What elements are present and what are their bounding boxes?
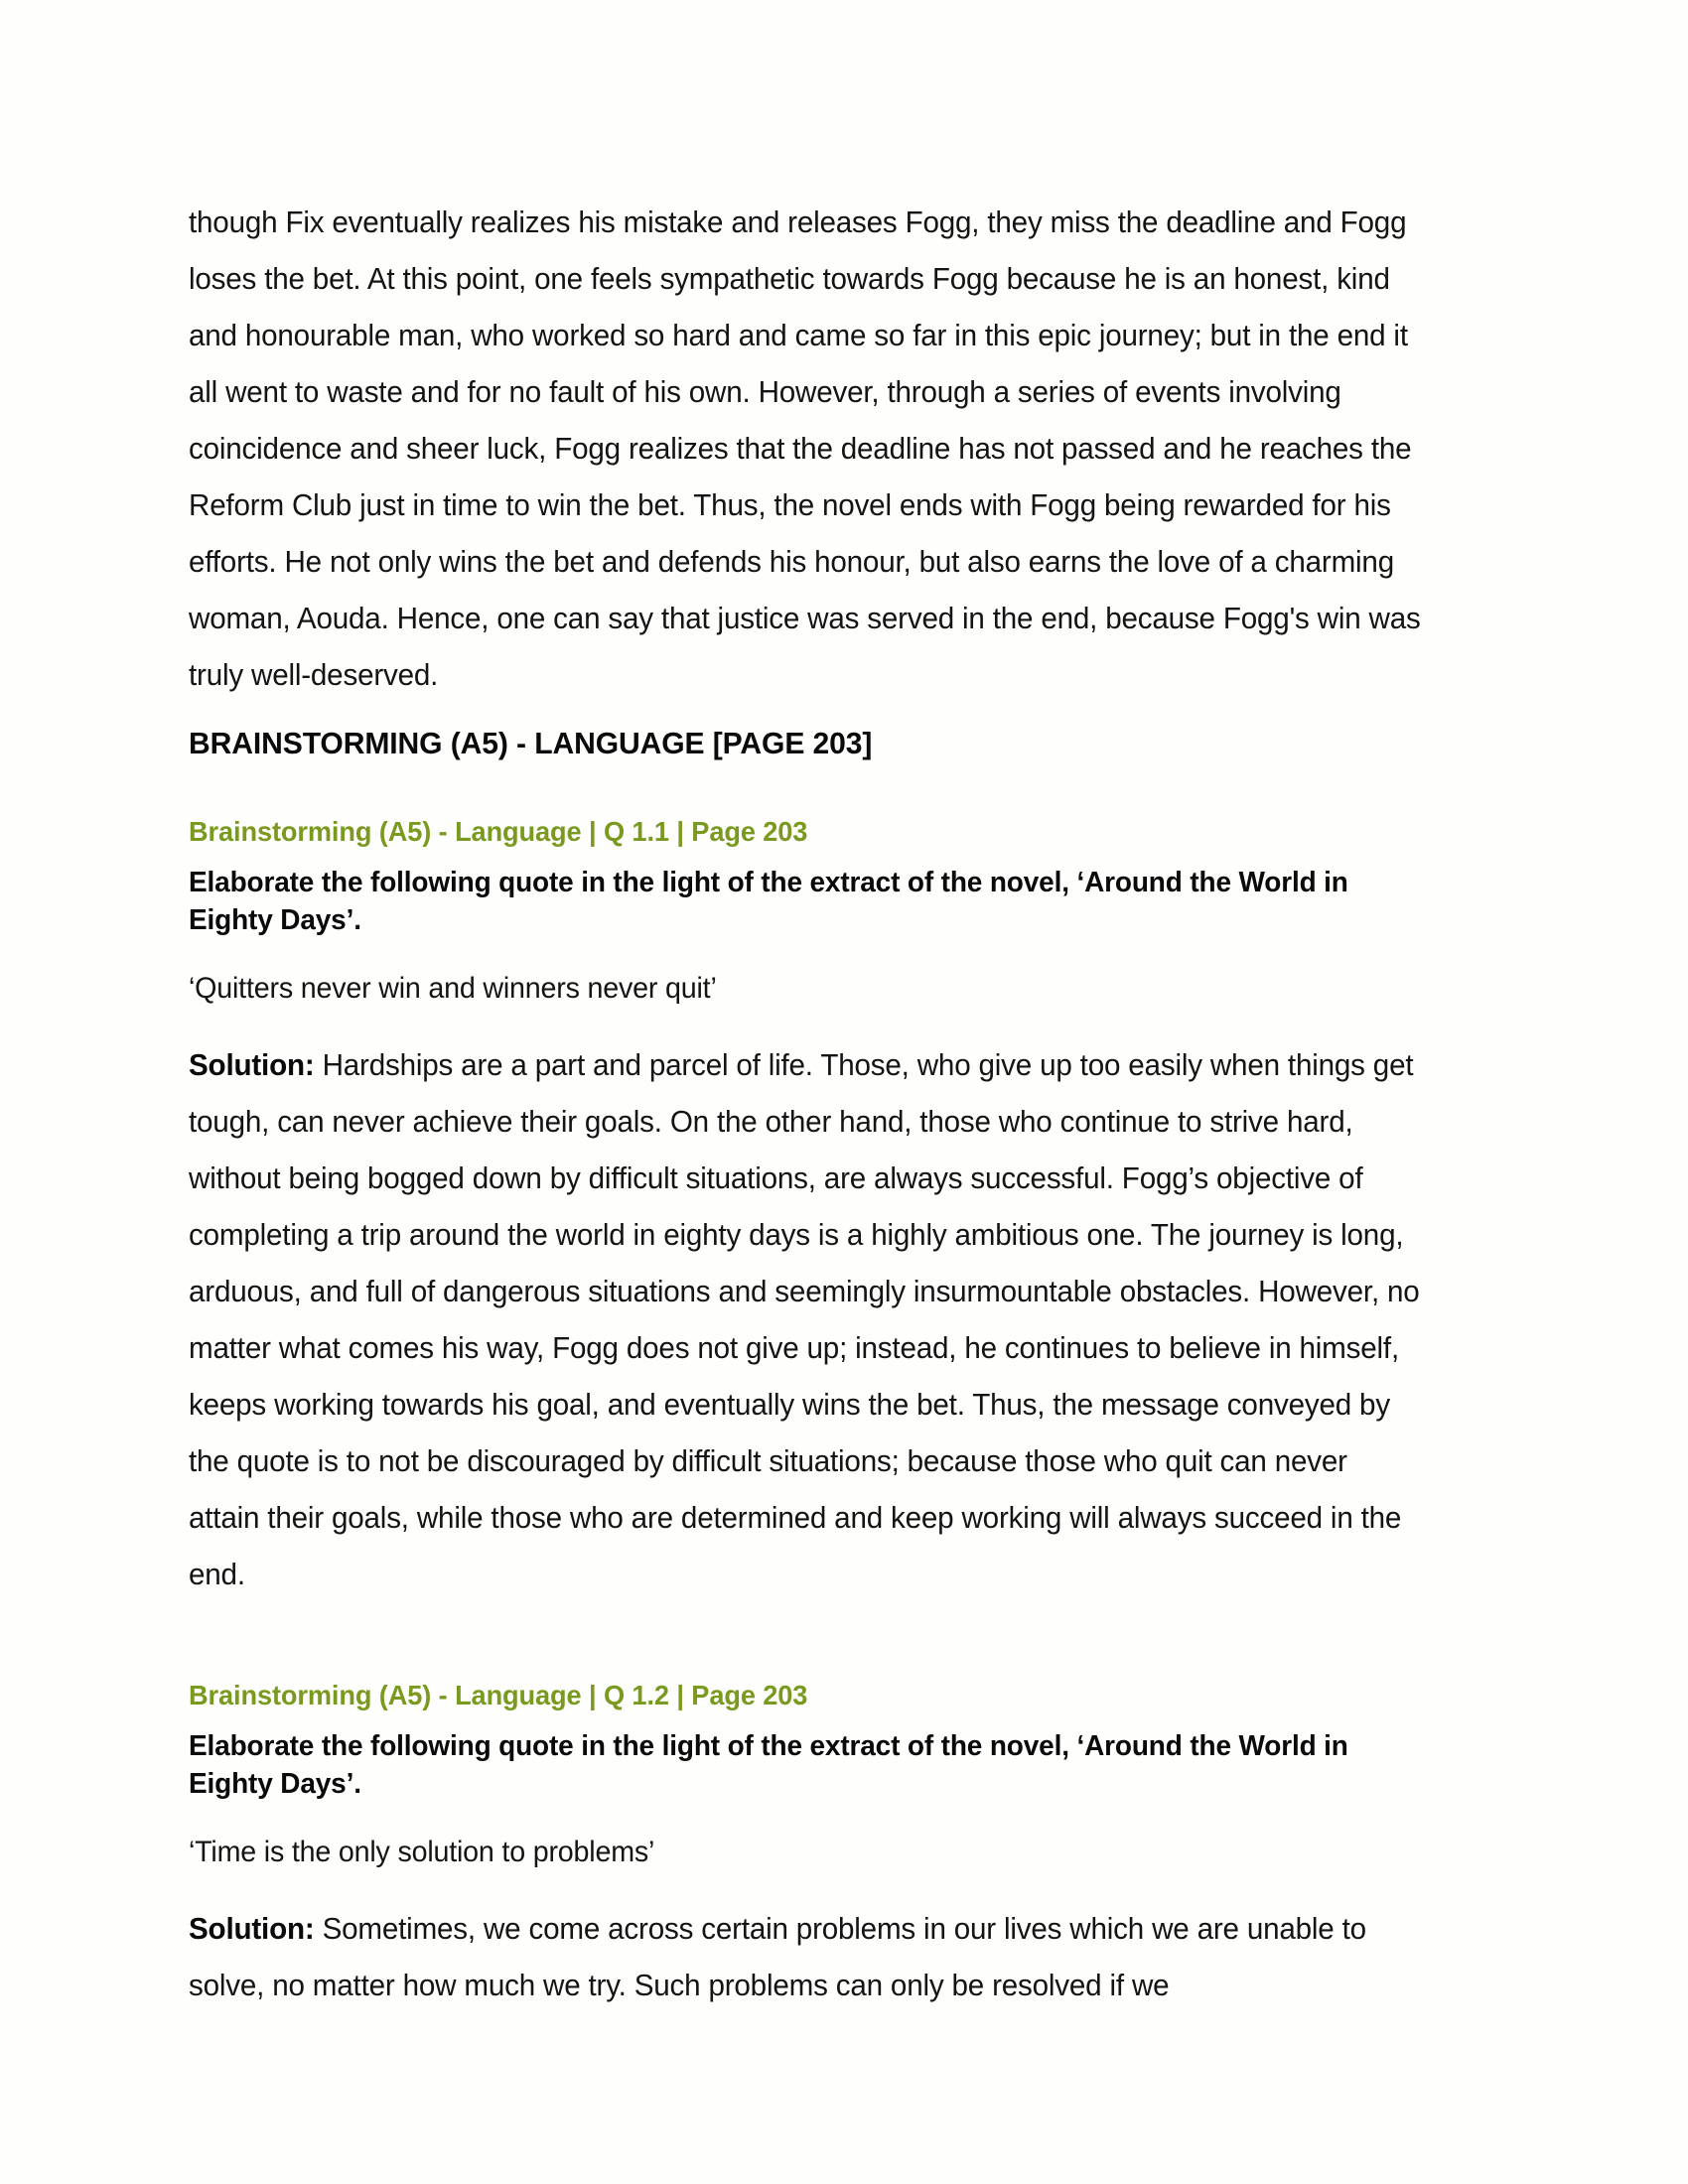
solution-label-2: Solution: xyxy=(189,1911,315,1946)
solution-body-2: Sometimes, we come across certain problems in our lives which we are unable to solve, no matter how much we try. Such problems can only be resolved if we xyxy=(189,1911,1366,2002)
solution-paragraph-2 xyxy=(189,1900,1422,2013)
question-prompt-1: Elaborate the following quote in the light of the extract of the novel, ‘Around the World in Eighty Days’. xyxy=(189,867,1348,936)
solution-body-1: Hardships are a part and parcel of life. Those, who give up too easily when things get tough, can never achieve their goals. On the other hand, those who continue to strive hard, without being bogged down by difficult situations, are always successful. Fogg’s objective of completing a trip around the world in eighty days is a highly ambitious one. The journey is long, arduous, and full of dangerous situations and seemingly insurmountable obstacles. However, no matter what comes his way, Fogg does not give up; instead, he continues to believe in himself, keeps working towards his goal, and eventually wins the bet. Thus, the message conveyed by the quote is to not be discouraged by difficult situations; because those who quit can never attain their goals, while those who are determined and keep working will always succeed in the end. xyxy=(189,1047,1420,1591)
question-quote-2: ‘Time is the only solution to problems’ xyxy=(189,1836,655,1868)
question-prompt-2: Elaborate the following quote in the light of the extract of the novel, ‘Around the World in Eighty Days’. xyxy=(189,1730,1348,1800)
solution-paragraph-1 xyxy=(189,1036,1422,1602)
question-quote-1: ‘Quitters never win and winners never quit’ xyxy=(189,972,717,1005)
solution-label-1: Solution: xyxy=(189,1047,315,1082)
section-title: BRAINSTORMING (A5) - LANGUAGE [PAGE 203] xyxy=(189,726,873,760)
page-content xyxy=(189,194,1479,2017)
question-heading-2: Brainstorming (A5) - Language | Q 1.2 | Page 203 xyxy=(189,1680,808,1710)
block-spacer xyxy=(189,1606,1479,1632)
intro-paragraph: though Fix eventually realizes his mistake and releases Fogg, they miss the deadline and Fogg loses the bet. At this point, one feels sympathetic towards Fogg because he is an honest, kind and honourable man, who worked so hard and came so far in this epic journey; but in the end it all went to waste and for no fault of his own. However, through a series of events involving coincidence and sheer luck, Fogg realizes that the deadline has not passed and he reaches the Reform Club just in time to win the bet. Thus, the novel ends with Fogg being rewarded for his efforts. He not only wins the bet and defends his honour, but also earns the love of a charming woman, Aouda. Hence, one can say that justice was served in the end, because Fogg's win was truly well-deserved. xyxy=(189,205,1421,692)
question-heading-1: Brainstorming (A5) - Language | Q 1.1 | Page 203 xyxy=(189,816,808,847)
